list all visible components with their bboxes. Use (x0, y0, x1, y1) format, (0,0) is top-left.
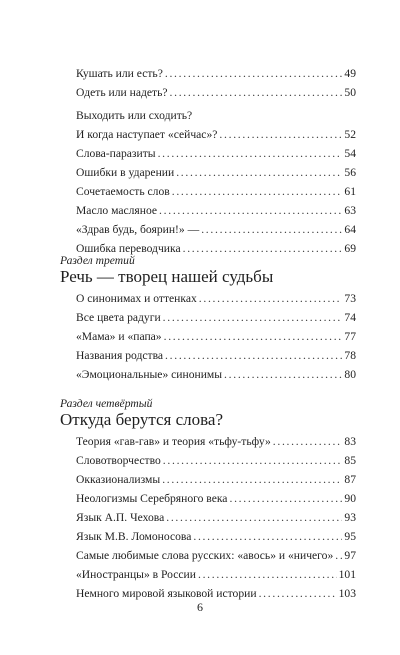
toc-entry-page: 61 (344, 185, 356, 198)
toc-block-section3 (76, 289, 356, 384)
toc-entry-page: 87 (344, 473, 356, 486)
toc-entry-page: 54 (344, 147, 356, 160)
toc-entry (76, 163, 356, 182)
toc-entry-title: Ошибки в ударении (76, 166, 175, 179)
toc-entry-title: Масло масляное (76, 204, 158, 217)
toc-entry (76, 327, 356, 346)
toc-entry-title-line1: Выходить или сходить? (76, 109, 193, 122)
toc-entry (76, 489, 356, 508)
section-title: Откуда берутся слова? (60, 410, 224, 429)
toc-entry (76, 565, 356, 584)
toc-entry-title: Неологизмы Серебряного века (76, 492, 228, 505)
section-label: Раздел четвёртый (60, 397, 153, 410)
toc-entry (76, 182, 356, 201)
toc-entry-page: 69 (344, 242, 356, 255)
toc-entry-title: «Иностранцы» в России (76, 568, 196, 581)
toc-entry (76, 289, 356, 308)
toc-entry (76, 470, 356, 489)
toc-entry-title: И когда наступает «сейчас»? (76, 128, 218, 141)
toc-entry-title: Окказионализмы (76, 473, 161, 486)
toc-entry-title: Все цвета радуги (76, 311, 161, 324)
toc-entry (76, 527, 356, 546)
toc-entry (76, 220, 356, 239)
toc-entry-title: Самые любимые слова русских: «авось» и «ничего» (76, 549, 334, 562)
page-number: 6 (197, 600, 203, 614)
toc-entry (76, 125, 356, 144)
toc-entry (76, 64, 356, 83)
toc-entry-title: Слова-паразиты (76, 147, 156, 160)
toc-entry (76, 546, 356, 565)
toc-entry (76, 432, 356, 451)
toc-entry-title: «Мама» и «папа» (76, 330, 162, 343)
toc-entry-title: Сочетаемость слов (76, 185, 170, 198)
toc-entry-page: 80 (344, 368, 356, 381)
toc-entry-title: Теория «гав-гав» и теория «тьфу-тьфу» (76, 435, 271, 448)
toc-entry (76, 308, 356, 327)
toc-entry-title: О синонимах и оттенках (76, 292, 197, 305)
toc-entry-page: 90 (344, 492, 356, 505)
toc-entry (76, 144, 356, 163)
toc-entry-title: Ошибка переводчика (76, 242, 181, 255)
toc-entry-page: 56 (344, 166, 356, 179)
toc-entry-page: 78 (344, 349, 356, 362)
toc-entry-page: 93 (344, 511, 356, 524)
toc-entry-title: Язык А.П. Чехова (76, 511, 165, 524)
toc-entry-page: 103 (338, 587, 356, 600)
toc-entry-page: 50 (344, 86, 356, 99)
toc-entry (76, 346, 356, 365)
toc-entry-title: Язык М.В. Ломоносова (76, 530, 192, 543)
toc-entry (76, 365, 356, 384)
toc-entry (76, 451, 356, 470)
toc-entry-title: Кушать или есть? (76, 67, 163, 80)
toc-entry-page: 101 (338, 568, 356, 581)
toc-entry-page: 73 (344, 292, 356, 305)
toc-entry-page: 97 (344, 549, 356, 562)
toc-entry-page: 85 (344, 454, 356, 467)
toc-entry (76, 201, 356, 220)
toc-entry-title: Словотворчество (76, 454, 161, 467)
toc-block-continued (76, 64, 356, 258)
toc-entry-page: 77 (344, 330, 356, 343)
toc-entry-title: Названия родства (76, 349, 164, 362)
toc-entry-page: 74 (344, 311, 356, 324)
toc-entry (76, 508, 356, 527)
toc-entry-page: 49 (344, 67, 356, 80)
toc-entry-title: «Здрав будь, боярин!» — (76, 223, 200, 236)
toc-entry-title: Немного мировой языковой истории (76, 587, 257, 600)
toc-entry-page: 52 (344, 128, 356, 141)
toc-entry-title: «Эмоциональные» синонимы (76, 368, 223, 381)
toc-block-section4 (76, 432, 356, 603)
toc-entry-page: 64 (344, 223, 356, 236)
section-label: Раздел третий (60, 254, 135, 267)
toc-entry (76, 83, 356, 102)
toc-entry-page: 63 (344, 204, 356, 217)
toc-entry-page: 95 (344, 530, 356, 543)
toc-entry-page: 83 (344, 435, 356, 448)
section-title: Речь — творец нашей судьбы (60, 267, 274, 286)
toc-entry-title: Одеть или надеть? (76, 86, 168, 99)
